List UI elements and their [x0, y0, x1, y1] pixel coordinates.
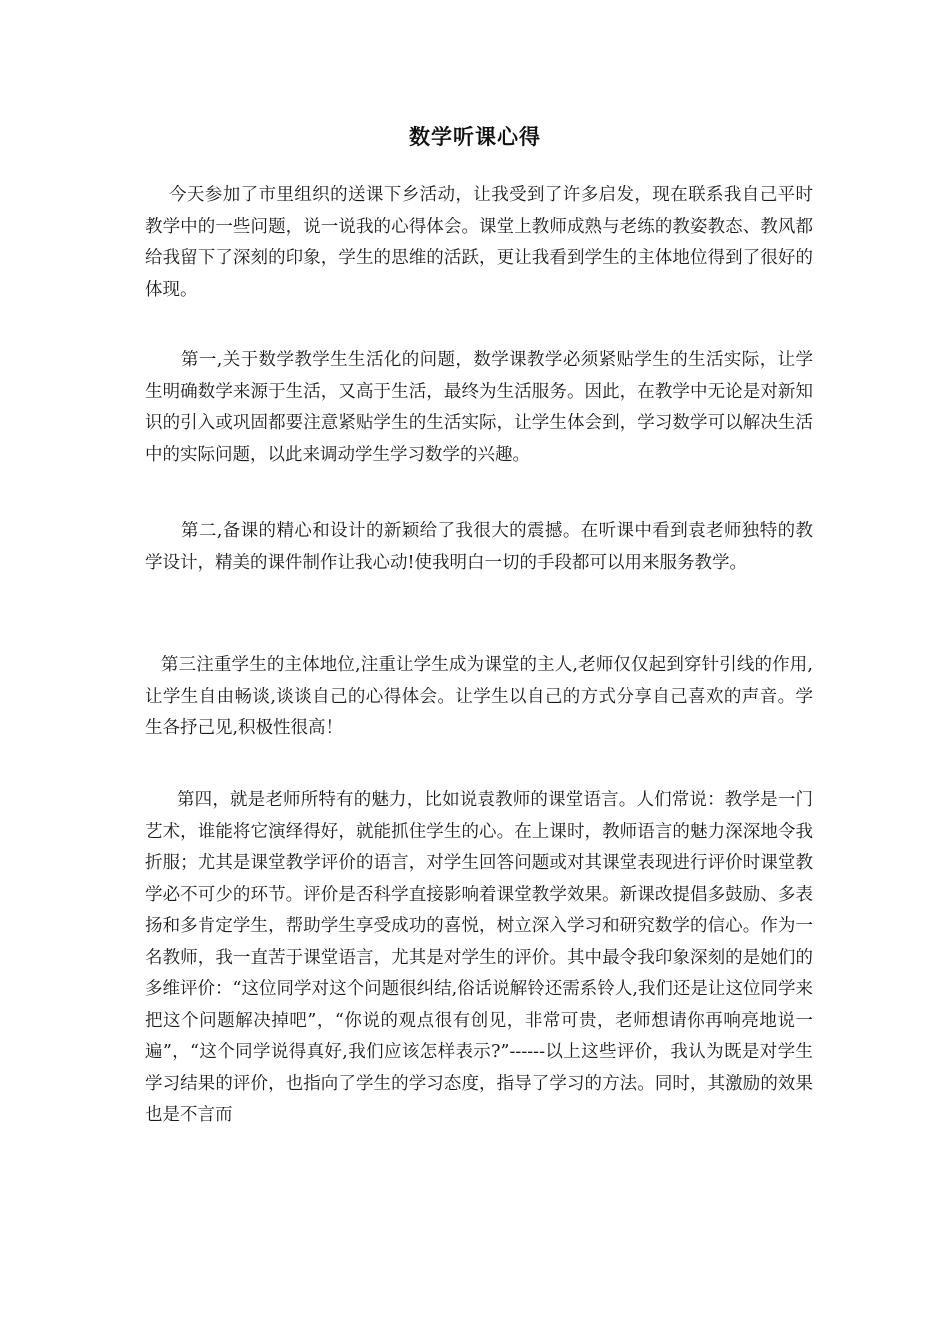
paragraph-first-point: 第一,关于数学教学生生活化的问题，数学课教学必须紧贴学生的生活实际，让学生明确数学来源于生活，又高于生活，最终为生活服务。因此，在教学中无论是对新知识的引入或巩固都要注意紧贴学生的生活实际，让学生体会到，学习数学可以解决生活中的实际问题，以此来调动学生学习数学的兴趣。 — [145, 350, 813, 465]
document-title: 数学听课心得 — [409, 125, 541, 149]
paragraph-fourth-point: 第四，就是老师所特有的魅力，比如说袁教师的课堂语言。人们常说：教学是一门艺术，谁能将它演绎得好，就能抓住学生的心。在上课时，教师语言的魅力深深地令我折服；尤其是课堂教学评价的语言，对学生回答问题或对其课堂表现进行评价时课堂教学必不可少的环节。评价是否科学直接影响着课堂教学效果。新课改提倡多鼓励、多表扬和多肯定学生，帮助学生享受成功的喜悦，树立深入学习和研究数学的信心。作为一名教师，我一直苦于课堂语言，尤其是对学生的评价。其中最令我印象深刻的是她们的多维评价：“这位同学对这个问题很纠结,俗话说解铃还需系铃人,我们还是让这位同学来把这个问题解决掉吧”，“你说的观点很有创见，非常可贵，老师想请你再响亮地说一遍”，“这个同学说得真好,我们应该怎样表示?”------以上这些评价，我认为既是对学生学习结果的评价，也指向了学生的学习态度，指导了学习的方法。同时，其激励的效果也是不言而 — [145, 790, 813, 1125]
paragraph-third-point: 第三注重学生的主体地位,注重让学生成为课堂的主人,老师仅仅起到穿针引线的作用,让学生自由畅谈,谈谈自己的心得体会。让学生以自己的方式分享自己喜欢的声音。学生各抒己见,积极性很高！ — [145, 655, 813, 738]
paragraph-second-point: 第二,备课的精心和设计的新颖给了我很大的震撼。在听课中看到袁老师独特的教学设计，精美的课件制作让我心动!使我明白一切的手段都可以用来服务教学。 — [145, 521, 813, 573]
paragraph-intro: 今天参加了市里组织的送课下乡活动，让我受到了许多启发，现在联系我自己平时教学中的一些问题，说一说我的心得体会。课堂上教师成熟与老练的教姿教态、教风都给我留下了深刻的印象，学生的思维的活跃，更让我看到学生的主体地位得到了很好的体现。 — [145, 185, 813, 300]
